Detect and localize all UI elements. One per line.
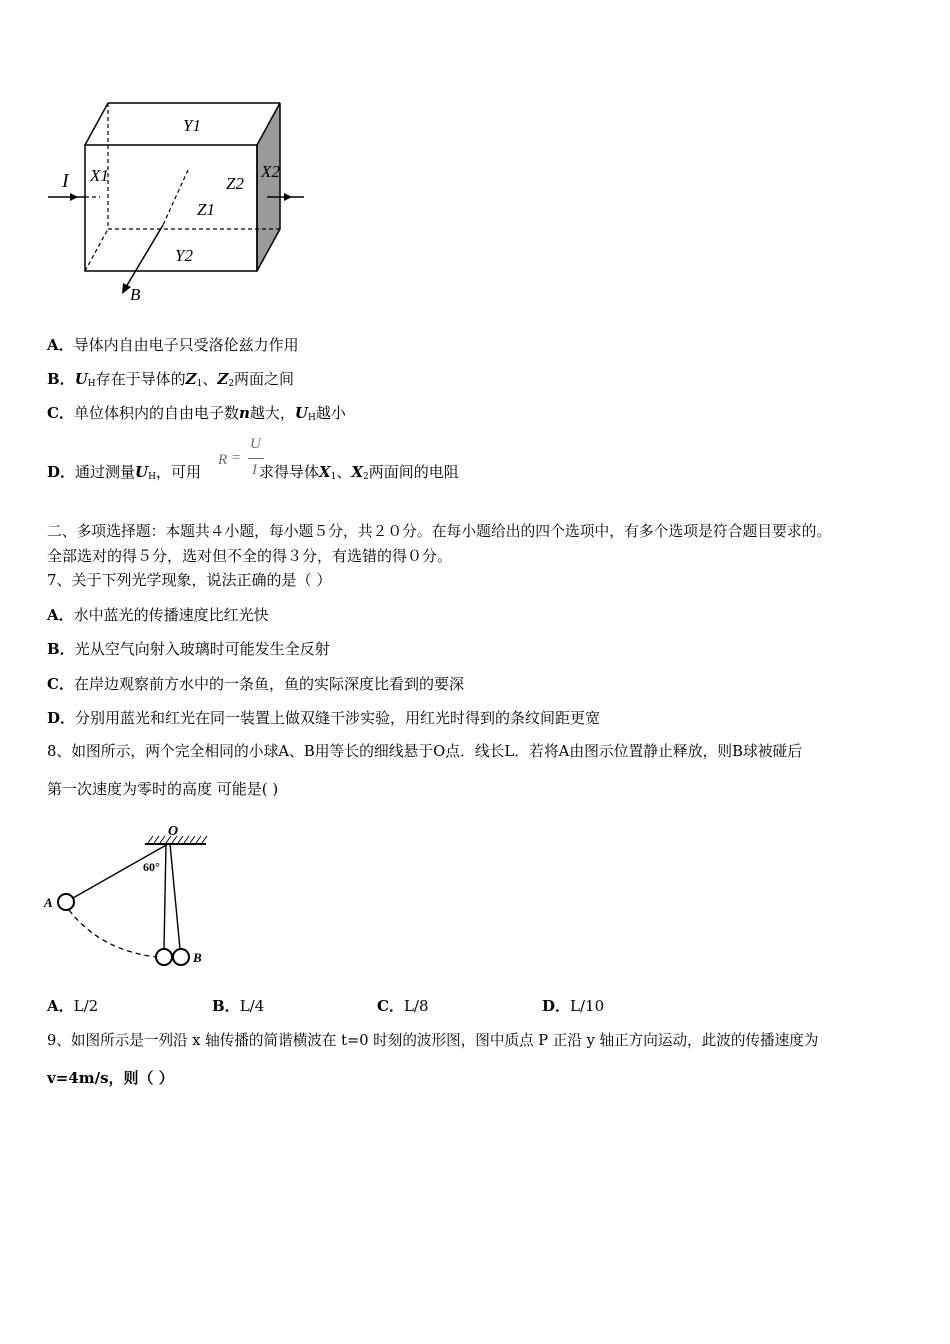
section2-line1: 二、多项选择题：本题共４小题，每小题５分，共２０分。在每小题给出的四个选项中，有多个选项是符合题目要求的。: [47, 523, 832, 540]
label-angle: 60°: [143, 860, 160, 874]
q9-stem-line2: v=4m/s，则（ ）: [47, 1069, 174, 1087]
label-Y2: Y2: [175, 246, 193, 265]
ball-b-right: [173, 949, 189, 965]
right-face-shaded: [257, 103, 280, 271]
label-I: I: [62, 170, 69, 192]
q7-option-b: B．光从空气向射入玻璃时可能发生全反射: [47, 640, 330, 658]
front-face: [85, 145, 257, 271]
label-Y1: Y1: [183, 116, 201, 135]
q9-stem-line1: 9、如图所示是一列沿 x 轴传播的简谐横波在 t=0 时刻的波形图，图中质点 P 正沿 y 轴正方向运动，此波的传播速度为: [47, 1032, 819, 1049]
q7-option-a: A．水中蓝光的传播速度比红光快: [47, 606, 269, 624]
hall-effect-conductor-figure: [40, 95, 320, 310]
label-X1: X1: [90, 166, 109, 185]
pendulum-figure: [40, 822, 220, 982]
q8-option-b: B．L/4: [212, 997, 265, 1015]
q6-option-d: D．通过测量$U_H$，可用 求得导体$X_1$、$X_2$两面间的电阻: [47, 463, 459, 482]
q8-option-a: A．L/2: [47, 997, 99, 1015]
label-X2: X2: [261, 162, 280, 181]
q6-option-c: C．单位体积内的自由电子数n越大，$U_H$越小: [47, 404, 346, 423]
q8-stem-line2: 第一次速度为零时的高度 可能是( ): [47, 780, 279, 798]
section2-line2: 全部选对的得５分，选对但不全的得３分，有选错的得０分。: [47, 547, 453, 565]
q6-option-a: A．导体内自由电子只受洛伦兹力作用: [47, 336, 299, 354]
q8-option-c: C．L/8: [377, 997, 429, 1015]
label-A: A: [44, 895, 53, 910]
q7-stem: 7、关于下列光学现象，说法正确的是（ ）: [47, 571, 332, 589]
label-B: B: [130, 285, 141, 304]
ball-b-left: [156, 949, 172, 965]
ball-a: [58, 894, 74, 910]
label-O: O: [168, 824, 179, 839]
q7-option-c: C．在岸边观察前方水中的一条鱼，鱼的实际深度比看到的要深: [47, 675, 464, 693]
label-B: B: [193, 950, 202, 965]
q7-option-d: D．分别用蓝光和红光在同一装置上做双缝干涉实验，用红光时得到的条纹间距更宽: [47, 709, 601, 727]
q8-option-d: D．L/10: [542, 997, 605, 1015]
resistance-formula: R = U I: [216, 436, 272, 486]
label-Z2: Z2: [226, 174, 244, 193]
q6-option-b: B．$U_H$存在于导体的$Z_1$、$Z_2$两面之间: [47, 370, 295, 389]
q8-stem-line1: 8、如图所示，两个完全相同的小球A、B用等长的细线悬于O点．线长L．若将A由图示位置静止释放，则B球被碰后: [47, 743, 803, 760]
label-Z1: Z1: [197, 200, 215, 219]
